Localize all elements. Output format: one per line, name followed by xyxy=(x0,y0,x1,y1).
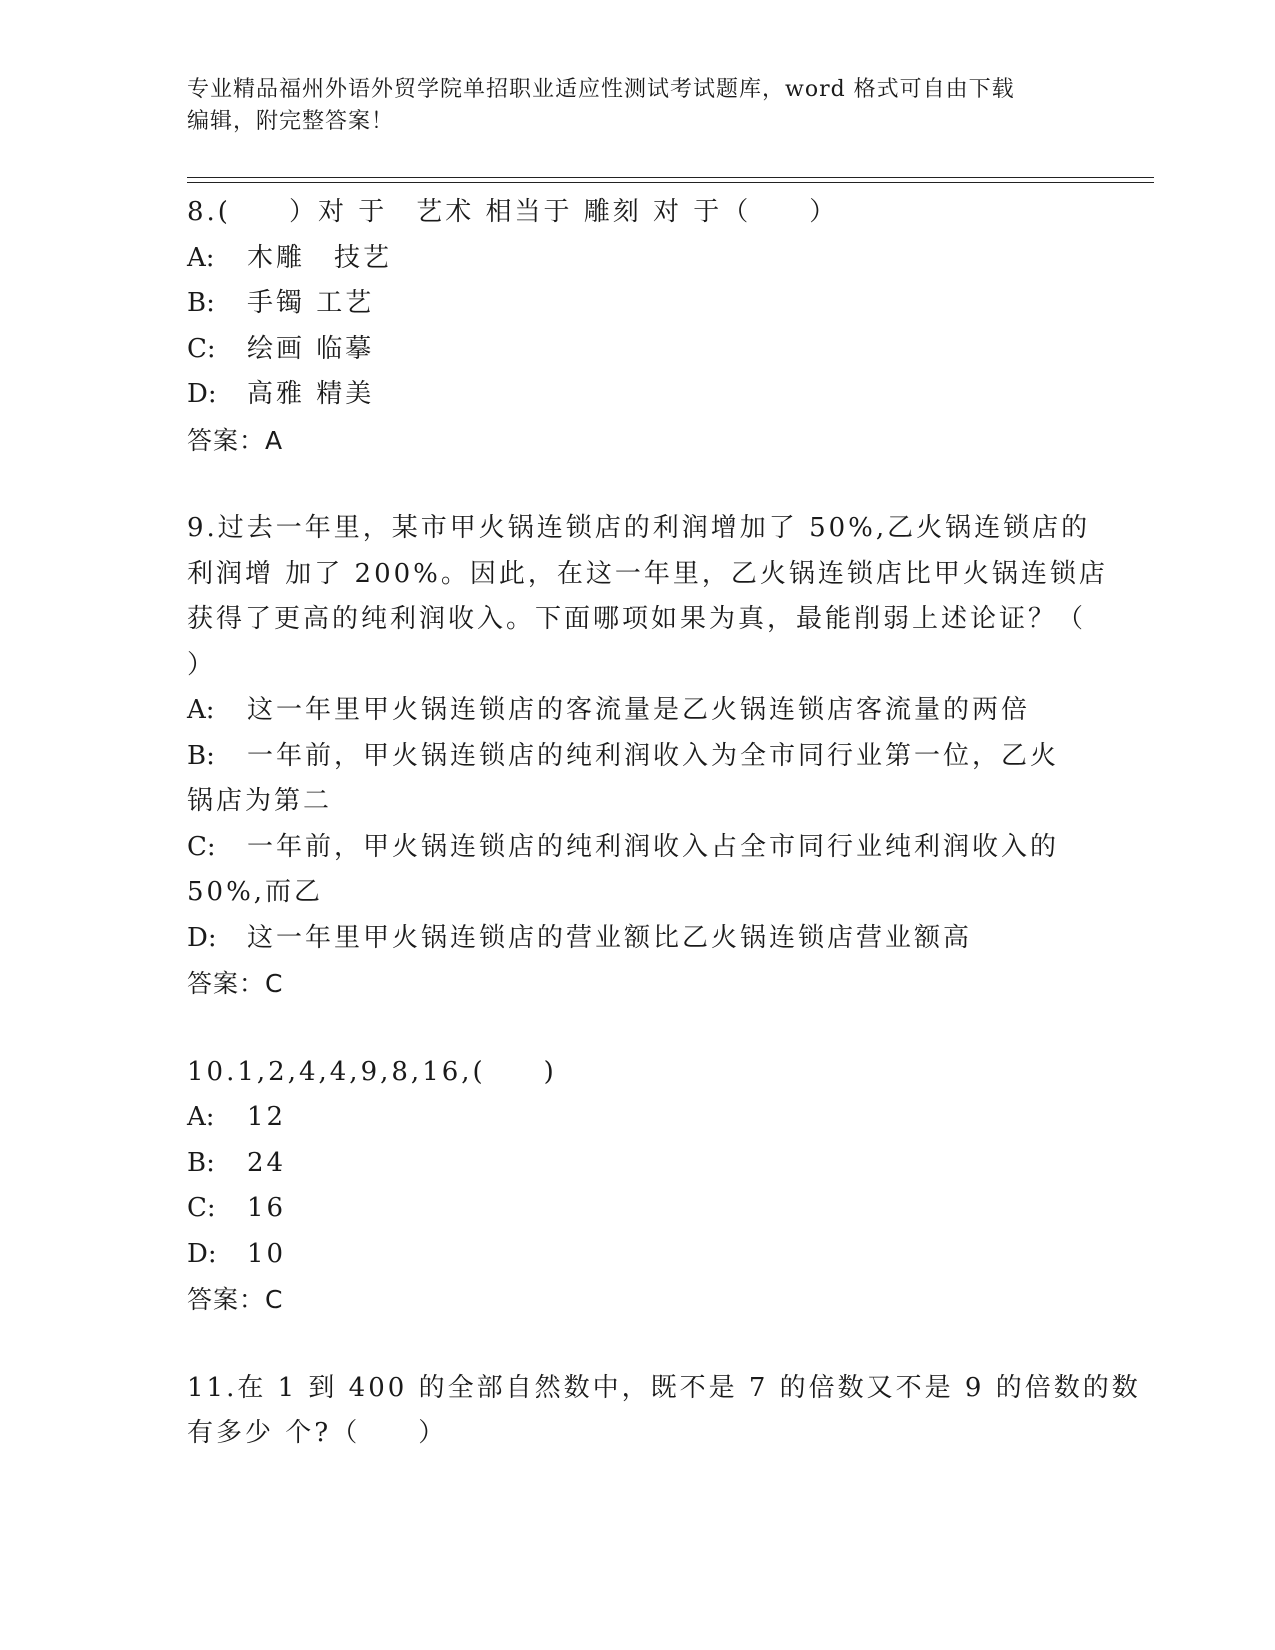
option-key: D: xyxy=(187,1238,217,1269)
question-stem-line-1: 11.在 1 到 400 的全部自然数中，既不是 7 的倍数又不是 9 的倍数的数 xyxy=(187,1372,1141,1403)
option-key: D: xyxy=(187,379,217,409)
option-key: B: xyxy=(187,740,215,771)
option-text: 16 xyxy=(247,1193,287,1223)
option-text: 24 xyxy=(247,1147,287,1178)
option-text: 一年前，甲火锅连锁店的纯利润收入为全市同行业第一位，乙火 xyxy=(247,740,1060,771)
header-line-1: 专业精品福州外语外贸学院单招职业适应性测试考试题库，word 格式可自由下载 xyxy=(187,77,1015,102)
option-text: 一年前，甲火锅连锁店的纯利润收入占全市同行业纯利润收入的 xyxy=(247,831,1060,862)
question-stem-line-2: 有多少 个?（ ） xyxy=(187,1418,448,1448)
option-key: C: xyxy=(187,831,216,862)
question-11 xyxy=(187,1366,1141,1457)
option-c xyxy=(187,1186,1087,1232)
option-b xyxy=(187,1141,1087,1187)
spacer xyxy=(187,1323,1087,1366)
option-key: B: xyxy=(187,1147,215,1178)
option-c xyxy=(187,327,1087,373)
answer-line: 答案：A xyxy=(187,425,284,455)
answer-line: 答案：C xyxy=(187,969,284,998)
option-d xyxy=(187,1232,1087,1278)
option-d xyxy=(187,372,1087,418)
option-b xyxy=(187,281,1087,327)
question-stem: 8.( ）对 于 艺术 相当于 雕刻 对 于（ ） xyxy=(187,197,839,227)
option-text: 这一年里甲火锅连锁店的营业额比乙火锅连锁店营业额高 xyxy=(247,922,973,953)
option-text: 绘画 临摹 xyxy=(247,333,375,364)
option-text: 12 xyxy=(247,1102,287,1132)
header-line-2: 编辑，附完整答案！ xyxy=(187,109,395,134)
page-header xyxy=(187,74,1087,138)
question-list xyxy=(187,190,1141,1457)
spacer xyxy=(187,1007,1087,1050)
option-key: A: xyxy=(187,695,215,725)
question-8 xyxy=(187,190,1087,463)
option-key: C: xyxy=(187,1193,216,1223)
question-stem-line-2: 利润增 加了 200%。因此，在这一年里，乙火锅连锁店比甲火锅连锁店 xyxy=(187,558,1108,589)
option-key: A: xyxy=(187,1102,215,1132)
option-text: 这一年里甲火锅连锁店的客流量是乙火锅连锁店客流量的两倍 xyxy=(247,695,1031,725)
question-10 xyxy=(187,1050,1087,1323)
option-text: 手镯 工艺 xyxy=(247,288,375,318)
option-b-continuation: 锅店为第二 xyxy=(187,786,333,816)
answer-line: 答案：C xyxy=(187,1285,284,1314)
header-rule-bottom xyxy=(187,182,1154,183)
option-key: D: xyxy=(187,922,217,953)
option-key: C: xyxy=(187,333,216,364)
option-text: 高雅 精美 xyxy=(247,379,375,409)
option-c-continuation: 50%,而乙 xyxy=(187,877,324,907)
option-b xyxy=(187,734,1087,780)
question-stem-line-4: ） xyxy=(187,649,217,680)
question-9 xyxy=(187,506,1108,1007)
option-a xyxy=(187,688,1087,734)
option-key: B: xyxy=(187,288,215,318)
option-c xyxy=(187,825,1087,871)
option-a xyxy=(187,1095,1087,1141)
option-text: 木雕 技艺 xyxy=(247,242,393,273)
option-text: 10 xyxy=(247,1238,287,1269)
question-stem-line-1: 9.过去一年里，某市甲火锅连锁店的利润增加了 50%,乙火锅连锁店的 xyxy=(187,513,1091,543)
option-d xyxy=(187,916,1087,962)
option-key: A: xyxy=(187,242,215,273)
header-rule-top xyxy=(187,177,1154,178)
option-a xyxy=(187,236,1087,282)
spacer xyxy=(187,463,1087,506)
question-stem: 10.1,2,4,4,9,8,16,( ) xyxy=(187,1056,557,1087)
question-stem-line-3: 获得了更高的纯利润收入。下面哪项如果为真，最能削弱上述论证？（ xyxy=(187,604,1087,634)
